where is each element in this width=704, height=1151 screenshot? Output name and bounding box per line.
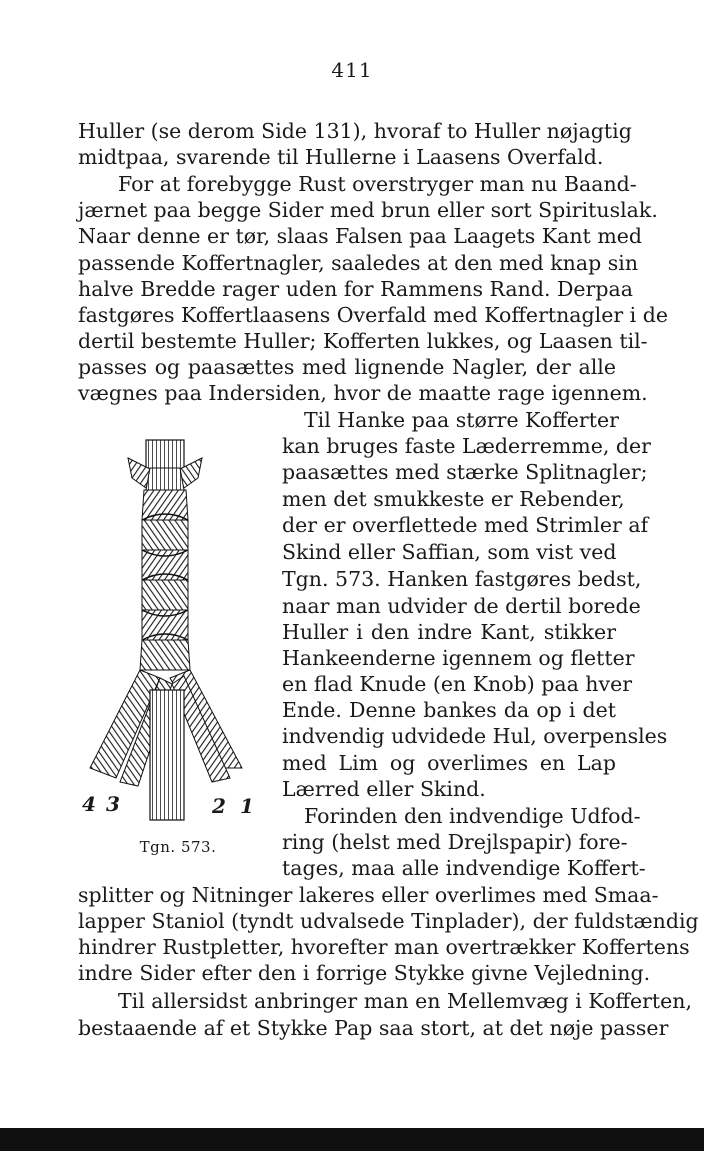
braided-handle-figure xyxy=(80,438,270,828)
text-line: Lærred eller Skind. xyxy=(282,777,486,801)
text-line: Til Hanke paa større Kofferter xyxy=(304,408,619,432)
text-line: vægnes paa Indersiden, hvor de maatte rage igennem. xyxy=(78,381,648,405)
text-line: splitter og Nitninger lakeres eller overlimes med Smaa- xyxy=(78,883,659,907)
text-line: Til allersidst anbringer man en Mellemvæg i Kofferten, xyxy=(118,989,693,1013)
text-line: Huller (se derom Side 131), hvoraf to Huller nøjagtig xyxy=(78,119,632,143)
text-line: For at forebygge Rust overstryger man nu Baand- xyxy=(118,172,637,196)
text-line: ring (helst med Drejlspapir) fore- xyxy=(282,830,628,854)
text-line: Naar denne er tør, slaas Falsen paa Laagets Kant med xyxy=(78,224,643,248)
text-line: halve Bredde rager uden for Rammens Rand. Derpaa xyxy=(78,277,633,301)
text-line: bestaaende af et Stykke Pap saa stort, at det nøje passer xyxy=(78,1016,669,1040)
strand-label-4: 4 xyxy=(82,792,96,816)
strand-label-1: 1 xyxy=(240,794,254,818)
text-line: Huller i den indre Kant, stikker xyxy=(282,620,616,644)
text-line: indvendig udvidede Hul, overpensles xyxy=(282,724,668,748)
text-line: hindrer Rustpletter, hvorefter man overtrækker Koffertens xyxy=(78,935,690,959)
text-line: Ende. Denne bankes da op i det xyxy=(282,698,616,722)
braided-handle-illustration xyxy=(80,438,270,828)
page-number: 411 xyxy=(331,58,373,82)
text-line: passende Koffertnagler, saaledes at den med knap sin xyxy=(78,251,639,275)
text-line: tages, maa alle indvendige Koffert- xyxy=(282,856,646,880)
text-line: naar man udvider de dertil borede xyxy=(282,594,641,618)
text-line: en flad Knude (en Knob) paa hver xyxy=(282,672,633,696)
text-line: lapper Staniol (tyndt udvalsede Tinplader), der fuldstændig xyxy=(78,909,699,933)
text-line: paasættes med stærke Splitnagler; xyxy=(282,460,648,484)
text-line: Forinden den indvendige Udfod- xyxy=(304,804,641,828)
text-line: fastgøres Koffertlaasens Overfald med Koffertnagler i de xyxy=(78,303,668,327)
scan-edge-bar xyxy=(0,1128,704,1151)
text-line: dertil bestemte Huller; Kofferten lukkes, og Laasen til- xyxy=(78,329,648,353)
text-line: Hankeenderne igennem og fletter xyxy=(282,646,635,670)
text-line: midtpaa, svarende til Hullerne i Laasens Overfald. xyxy=(78,145,604,169)
text-line: med Lim og overlimes en Lap xyxy=(282,751,616,775)
strand-label-3: 3 xyxy=(106,792,120,816)
text-line: jærnet paa begge Sider med brun eller sort Spirituslak. xyxy=(78,198,658,222)
text-line: Tgn. 573. Hanken fastgøres bedst, xyxy=(282,567,642,591)
text-line: Skind eller Saffian, som vist ved xyxy=(282,540,617,564)
text-line: passes og paasættes med lignende Nagler, der alle xyxy=(78,355,616,379)
text-line: der er overflettede med Strimler af xyxy=(282,513,649,537)
strand-label-2: 2 xyxy=(212,794,226,818)
text-line: indre Sider efter den i forrige Stykke givne Vejledning. xyxy=(78,961,651,985)
text-line: men det smukkeste er Rebender, xyxy=(282,487,625,511)
text-line: kan bruges faste Læderremme, der xyxy=(282,434,651,458)
figure-caption: Tgn. 573. xyxy=(139,838,217,856)
